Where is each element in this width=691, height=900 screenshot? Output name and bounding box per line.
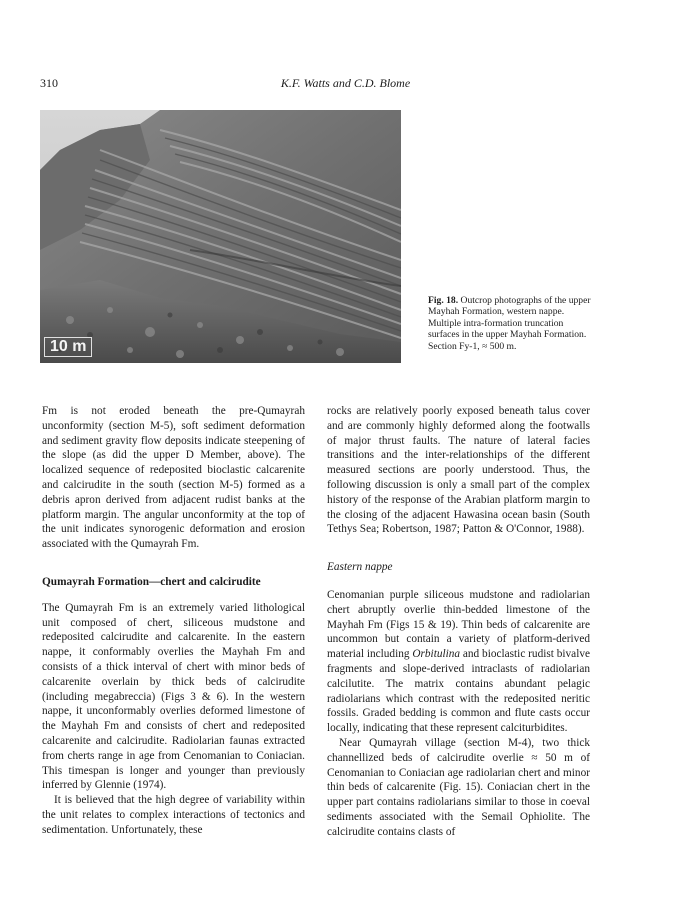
running-head: K.F. Watts and C.D. Blome <box>280 76 411 90</box>
paragraph: Cenomanian purple siliceous mudstone and radiolarian chert abruptly overlie thin-bedded limestone of the Mayhah Fm (Figs 15 & 19). Thin beds of calcarenite are uncommon but contain a variety of platform-derived material including Orbitulina and bioclastic rudist bivalve fragments and slope-derived intraclasts of radiolarian calcilutite. The matrix contains abundant pelagic radiolarians which contrast with the redeposited neritic fossils. Graded bedding is common and flute casts occur locally, indicating that these represent calciturbidites. <box>327 588 590 735</box>
outcrop-photograph <box>40 110 401 363</box>
page-number: 310 <box>40 76 58 90</box>
scale-bar-label: 10 m <box>44 337 92 357</box>
left-column <box>42 404 305 838</box>
subsection-heading: Eastern nappe <box>327 561 393 574</box>
paragraph: Near Qumayrah village (section M-4), two thick channellized beds of calcirudite overlie ≈ 50 m of Cenomanian to Coniacian age radiolarian chert and minor thin beds of calcarenite (Fig. 15). Coniacian chert in the upper part contains radiolarians similar to those in coeval sediments associated with the Semail Ophiolite. The calcirudite contains clasts of <box>327 736 590 838</box>
paragraph: The Qumayrah Fm is an extremely varied lithological unit composed of chert, siliceous mudstone and redeposited calcirudite and calcarenite. In the eastern nappe, it conformably overlies the Mayhah Fm and consists of a thick interval of chert with minor beds of calcarenite overlain by thick beds of calcirudite (including megabreccia) (Figs 3 & 6). In the western nappe, it unconformably overlies deformed limestone of the Mayhah Fm and consists of chert and redeposited calcarenite and calcirudite. Radiolarian faunas extracted from cherts range in age from Cenomanian to Coniacian. This timespan is longer and younger than previously inferred by Glennie (1974). <box>42 601 305 792</box>
paragraph: Fm is not eroded beneath the pre-Qumayrah unconformity (section M-5), soft sediment deformation and sediment gravity flow deposits indicate steepening of the slope (as did the upper D Member, above). The localized sequence of redeposited bioclastic calcarenite and calcirudite in the south (section M-5) formed as a debris apron derived from adjacent rudist banks at the platform margin. The angular unconformity at the top of the unit indicates synorogenic deformation and erosion associated with the Qumayrah Fm. <box>42 405 305 551</box>
section-heading: Qumayrah Formation—chert and calcirudite <box>42 575 261 588</box>
paragraph: rocks are relatively poorly exposed beneath talus cover and are commonly highly deformed along the footwalls of major thrust faults. The nature of lateral facies transitions and the inter-relationships of the different measured sections are poorly understood. Thus, the following discussion is only a small part of the complex history of the response of the Arabian platform margin to the closing of the adjacent Hawasina ocean basin (South Tethys Sea; Robertson, 1987; Patton & O'Connor, 1988). <box>327 405 590 536</box>
right-column <box>327 404 590 840</box>
paragraph: It is believed that the high degree of variability within the unit relates to complex interactions of tectonics and sedimentation. Unfortunately, these <box>42 794 305 836</box>
figure-caption <box>428 295 593 352</box>
figure-caption-text: Outcrop photographs of the upper Mayhah Formation, western nappe. Multiple intra-formation truncation surfaces in the upper Mayhah Formation. Section Fy-1, ≈ 500 m. <box>428 295 591 352</box>
figure-caption-label: Fig. 18. <box>428 295 459 306</box>
